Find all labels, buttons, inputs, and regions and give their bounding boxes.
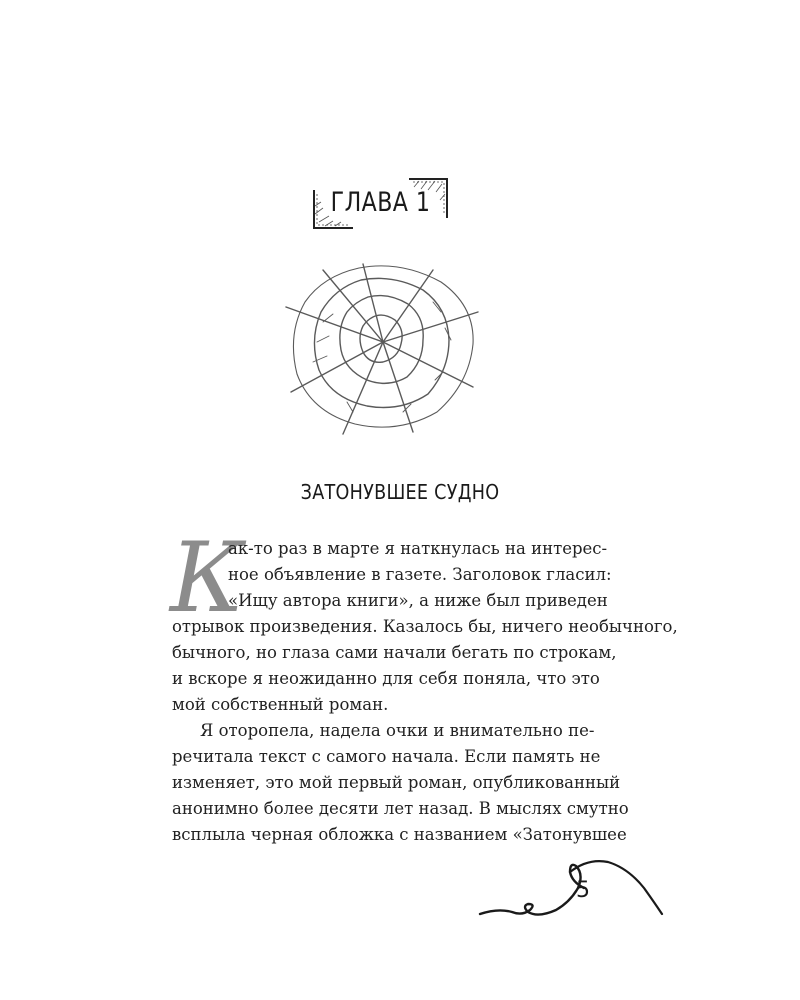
text-line: и вскоре я неожиданно для себя поняла, что это	[172, 669, 600, 688]
chapter-label-box	[311, 176, 450, 232]
text-line: отрывок произведения. Казалось бы, ничего необычного,	[172, 617, 678, 636]
text-line: мой собственный роман.	[172, 695, 389, 714]
text-line: бычного, но глаза сами начали бегать по строкам,	[172, 643, 617, 662]
text-line: всплыла черная обложка с названием «Затонувшее	[172, 825, 627, 844]
chapter-title: ЗАТОНУВШЕЕ СУДНО	[300, 480, 500, 504]
wave-icon	[478, 852, 668, 922]
text-line: изменяет, это мой первый роман, опубликованный	[172, 773, 621, 792]
text-line: речитала текст с самого начала. Если память не	[172, 747, 601, 766]
page-number: 5	[576, 878, 590, 903]
text-line: Я оторопела, надела очки и внимательно пе-	[200, 721, 595, 740]
chapter-label: ГЛАВА 1	[330, 187, 431, 218]
text-line: анонимно более десяти лет назад. В мыслях смутно	[172, 799, 629, 818]
drop-cap: К	[170, 522, 245, 634]
text-line: «Ищу автора книги», а ниже был приведен	[228, 591, 608, 610]
text-line: ак-то раз в марте я наткнулась на интерес-	[228, 539, 608, 558]
spider-web-icon	[283, 262, 483, 437]
text-line: ное объявление в газете. Заголовок гласил:	[228, 565, 612, 584]
